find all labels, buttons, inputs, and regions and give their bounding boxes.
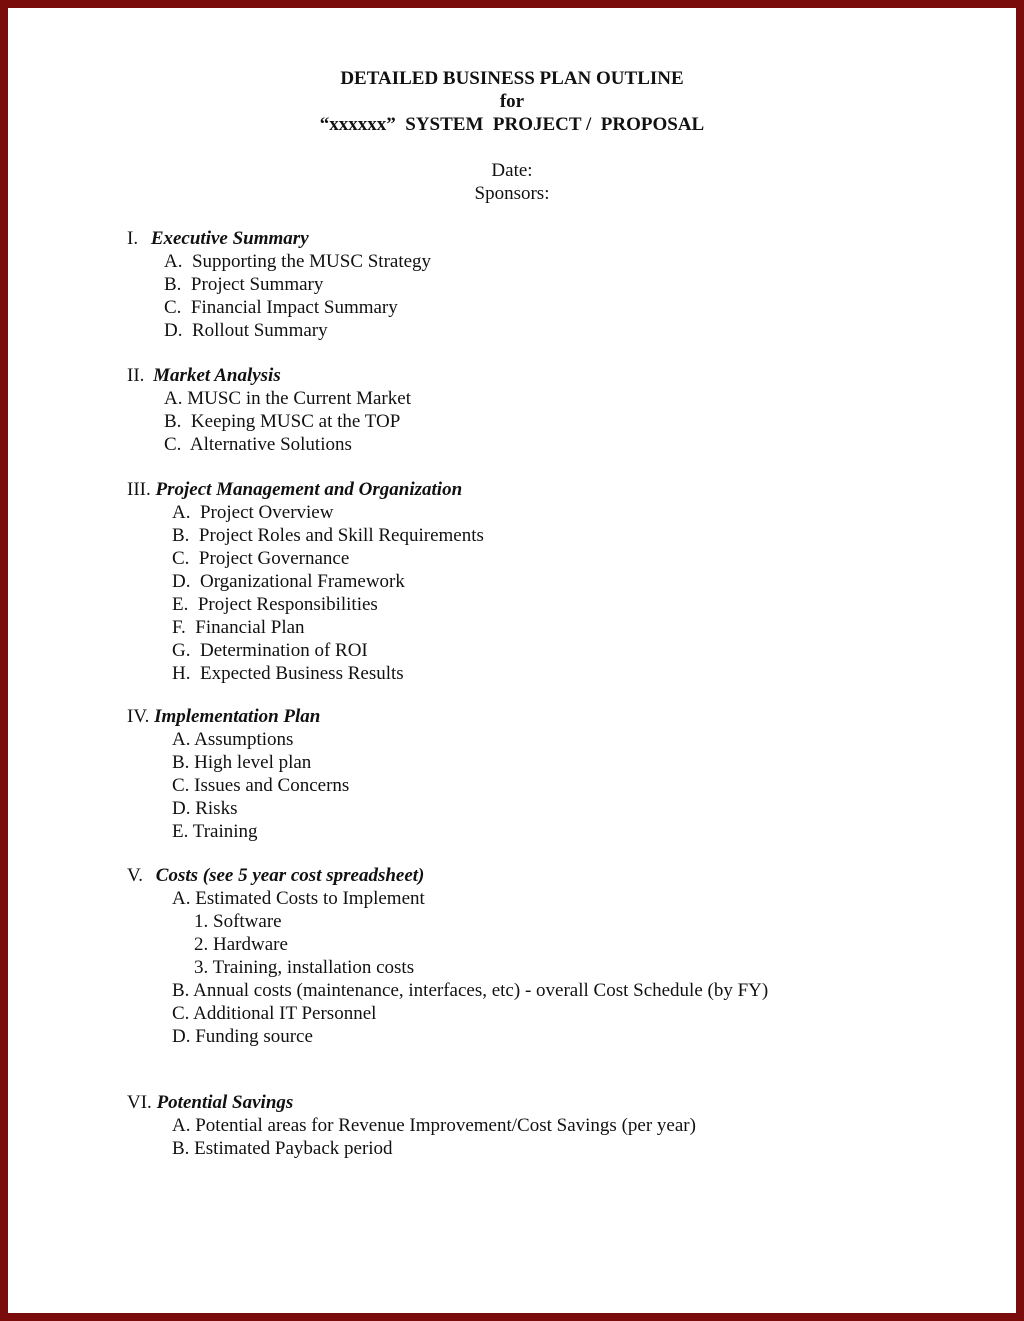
list-item: C. Alternative Solutions	[164, 434, 352, 455]
list-item: A. Estimated Costs to Implement	[172, 888, 425, 909]
section-title: Implementation Plan	[154, 706, 321, 727]
list-item: D. Organizational Framework	[172, 571, 405, 592]
list-item: A. Project Overview	[172, 502, 334, 523]
list-item: C. Additional IT Personnel	[172, 1003, 377, 1024]
list-item: E. Training	[172, 821, 258, 842]
section-title: Project Management and Organization	[155, 479, 463, 500]
section-heading	[127, 864, 987, 887]
list-item: F. Financial Plan	[172, 617, 305, 638]
list-item: A. Supporting the MUSC Strategy	[164, 251, 432, 272]
list-item: G. Determination of ROI	[172, 640, 368, 661]
list-item: C. Financial Impact Summary	[164, 297, 398, 318]
list-item: B. High level plan	[172, 752, 312, 773]
section-title: Market Analysis	[153, 365, 281, 386]
section-numeral: III.	[127, 479, 151, 500]
list-item: A. Potential areas for Revenue Improvement/Cost Savings (per year)	[172, 1115, 696, 1136]
section-heading	[127, 478, 987, 501]
list-item: B. Keeping MUSC at the TOP	[164, 411, 401, 432]
section-heading	[127, 227, 987, 250]
list-item: C. Issues and Concerns	[172, 775, 350, 796]
sub-list-item: 2. Hardware	[194, 934, 288, 955]
section-numeral: VI.	[127, 1092, 152, 1113]
section-numeral: V.	[127, 865, 144, 886]
section-title: Potential Savings	[156, 1092, 294, 1113]
section-heading	[127, 1091, 987, 1114]
outline-section	[127, 364, 987, 456]
date-label: Date:	[491, 160, 533, 181]
list-item: A. Assumptions	[172, 729, 294, 750]
outline-section	[127, 864, 987, 1048]
section-title: Costs (see 5 year cost spreadsheet)	[155, 865, 425, 886]
title-line: DETAILED BUSINESS PLAN OUTLINE	[340, 68, 684, 89]
document-page	[8, 8, 1016, 1313]
list-item: B. Project Roles and Skill Requirements	[172, 525, 484, 546]
list-item: H. Expected Business Results	[172, 663, 404, 684]
list-item: D. Risks	[172, 798, 238, 819]
title-line: “xxxxxx” SYSTEM PROJECT / PROPOSAL	[319, 114, 705, 135]
section-heading	[127, 364, 987, 387]
sub-list-item: 1. Software	[194, 911, 282, 932]
outline-section	[127, 478, 987, 685]
document-meta	[8, 159, 1016, 205]
list-item: D. Funding source	[172, 1026, 313, 1047]
title-line: for	[499, 91, 525, 112]
section-numeral: IV.	[127, 706, 150, 727]
sponsors-label: Sponsors:	[474, 183, 550, 204]
list-item: D. Rollout Summary	[164, 320, 328, 341]
section-numeral: I.	[127, 228, 139, 249]
sub-list-item: 3. Training, installation costs	[194, 957, 415, 978]
section-heading	[127, 705, 987, 728]
outline-section	[127, 705, 987, 843]
list-item: A. MUSC in the Current Market	[164, 388, 411, 409]
list-item: B. Annual costs (maintenance, interfaces, etc) - overall Cost Schedule (by FY)	[172, 980, 769, 1001]
list-item: B. Estimated Payback period	[172, 1138, 393, 1159]
section-title: Executive Summary	[150, 228, 309, 249]
outline-section	[127, 227, 987, 342]
list-item: E. Project Responsibilities	[172, 594, 378, 615]
list-item: B. Project Summary	[164, 274, 324, 295]
document-title	[8, 67, 1016, 136]
outline-section	[127, 1091, 987, 1160]
section-numeral: II.	[127, 365, 145, 386]
list-item: C. Project Governance	[172, 548, 350, 569]
